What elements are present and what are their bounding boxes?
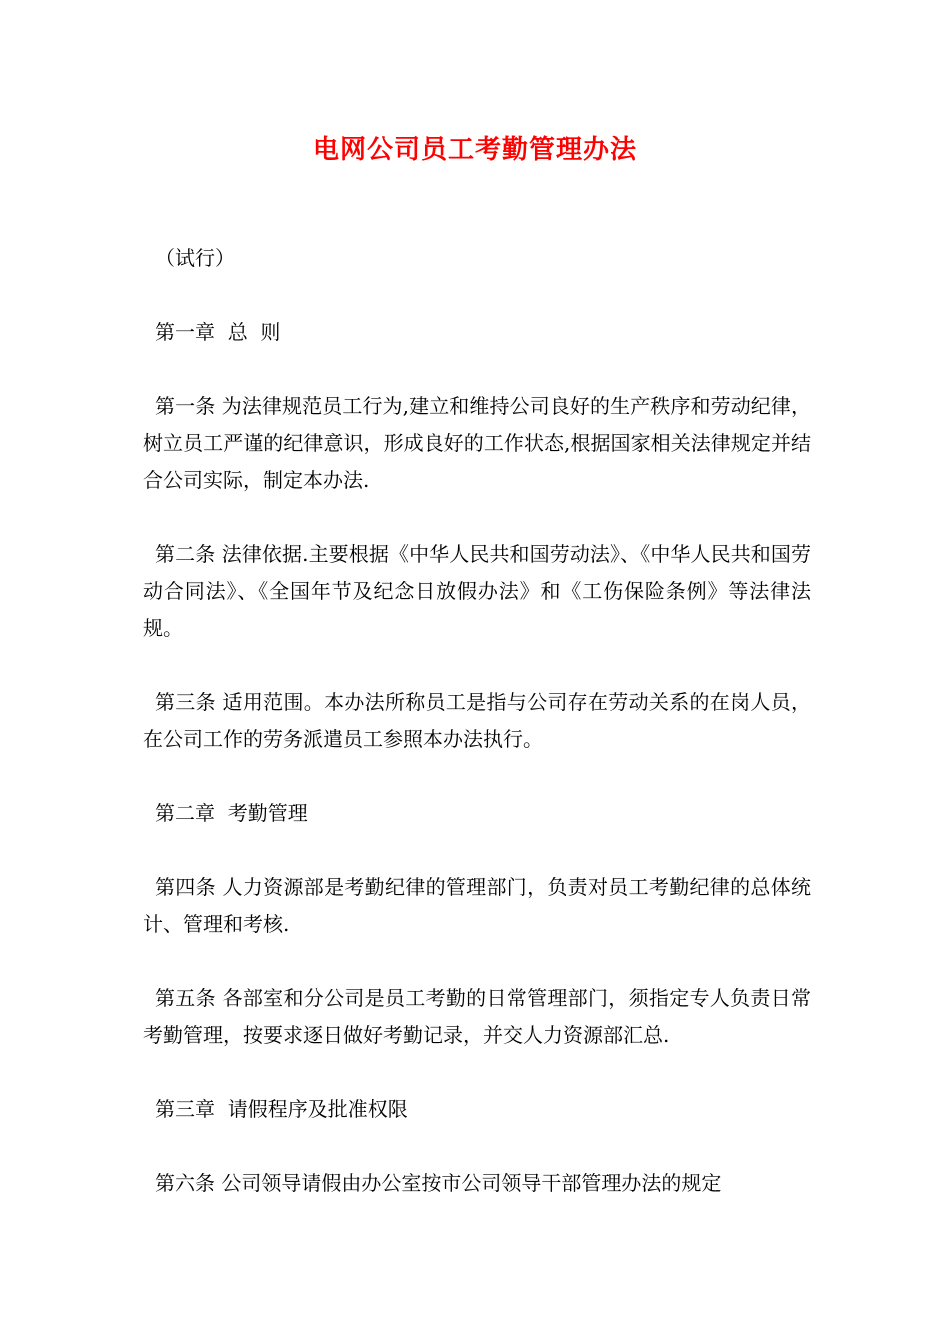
chapter-heading-2: 第二章 考勤管理 <box>155 801 308 825</box>
document-title: 电网公司员工考勤管理办法 <box>312 135 637 165</box>
chapter-heading-1: 第一章 总 则 <box>155 320 281 344</box>
article-6: 第六条 公司领导请假由办公室按市公司领导干部管理办法的规定 <box>155 1171 722 1195</box>
document-body <box>143 240 811 1239</box>
article-1: 第一条 为法律规范员工行为,建立和维持公司良好的生产秩序和劳动纪律，树立员工严谨的纪律意识，形成良好的工作状态,根据国家相关法律规定并结合公司实际，制定本办法. <box>143 394 811 492</box>
article-4: 第四条 人力资源部是考勤纪律的管理部门，负责对员工考勤纪律的总体统计、管理和考核. <box>143 875 811 936</box>
paragraph-trial: （试行） <box>155 246 235 270</box>
article-5: 第五条 各部室和分公司是员工考勤的日常管理部门，须指定专人负责日常考勤管理，按要求逐日做好考勤记录，并交人力资源部汇总. <box>143 986 811 1047</box>
article-2: 第二条 法律依据.主要根据《中华人民共和国劳动法》、《中华人民共和国劳动合同法》、《全国年节及纪念日放假办法》和《工伤保险条例》等法律法规。 <box>143 542 811 640</box>
article-3: 第三条 适用范围。本办法所称员工是指与公司存在劳动关系的在岗人员，在公司工作的劳务派遣员工参照本办法执行。 <box>143 690 811 751</box>
chapter-heading-3: 第三章 请假程序及批准权限 <box>155 1097 408 1121</box>
